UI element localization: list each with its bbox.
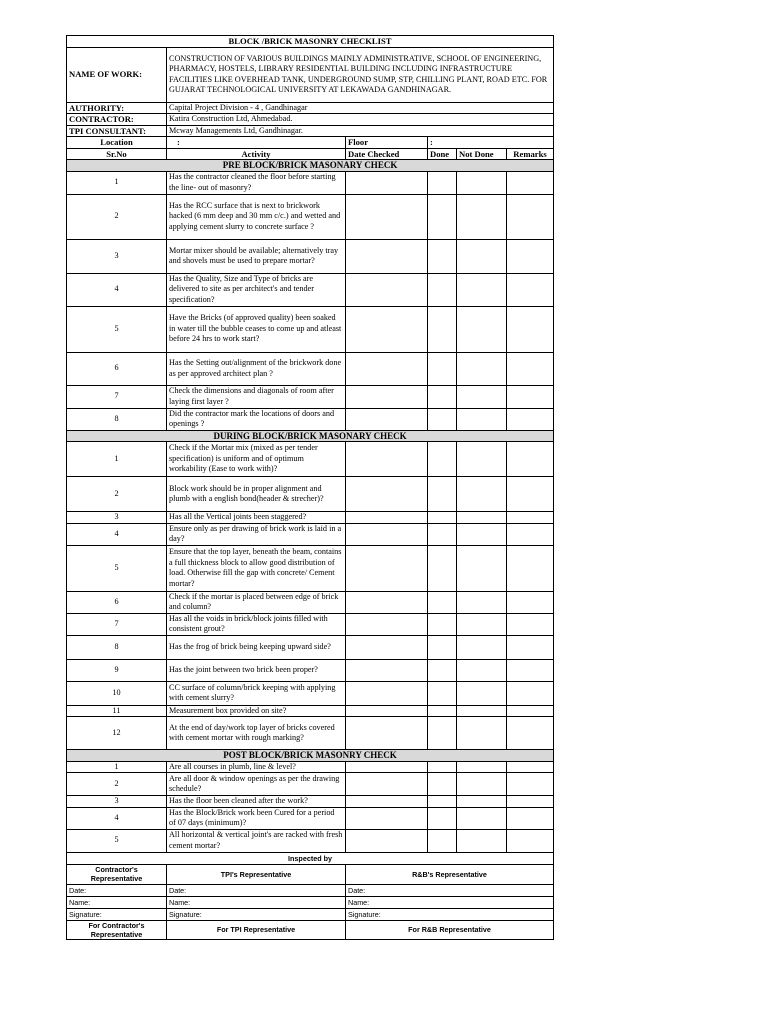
not-done-cell[interactable] <box>457 442 507 477</box>
remarks-cell[interactable] <box>507 807 554 829</box>
remarks-cell[interactable] <box>507 477 554 512</box>
rb-name-field[interactable]: Name: <box>346 896 554 908</box>
item-number: 3 <box>67 796 167 808</box>
for-contractor-label: For Contractor's Representative <box>67 920 167 939</box>
date-checked-cell[interactable] <box>346 239 428 273</box>
not-done-cell[interactable] <box>457 796 507 808</box>
not-done-cell[interactable] <box>457 591 507 613</box>
not-done-cell[interactable] <box>457 807 507 829</box>
item-number: 3 <box>67 239 167 273</box>
done-cell[interactable] <box>428 761 457 773</box>
done-cell[interactable] <box>428 796 457 808</box>
done-cell[interactable] <box>428 591 457 613</box>
checklist-row <box>67 273 554 306</box>
done-cell[interactable] <box>428 807 457 829</box>
authority-label: AUTHORITY: <box>67 102 167 114</box>
col-not-done: Not Done <box>457 148 507 160</box>
item-number: 10 <box>67 681 167 705</box>
date-checked-cell[interactable] <box>346 352 428 385</box>
done-cell[interactable] <box>428 829 457 852</box>
item-number: 5 <box>67 829 167 852</box>
item-number: 8 <box>67 635 167 659</box>
name-of-work-value: CONSTRUCTION OF VARIOUS BUILDINGS MAINLY ADMINISTRATIVE, SCHOOL OF ENGINEERING, PHARMACY, HOSTELS, LIBRARY RESIDENTIAL BUILDING INCLUDING INFRASTRUCTURE FACILITIES LIKE OVERHEAD TANK, UNDERGROUND SUMP, STP, CHILLING PLANT, ROAD ETC. FOR GUJARAT TECHNOLOGICAL UNIVERSITY AT LEKAWADA GANDHINAGAR. <box>167 47 554 102</box>
checklist-row <box>67 773 554 796</box>
checklist-row <box>67 796 554 808</box>
item-activity: Are all courses in plumb, line & level? <box>167 761 346 773</box>
item-number: 9 <box>67 659 167 681</box>
done-cell[interactable] <box>428 442 457 477</box>
item-activity: Are all door & window openings as per the drawing schedule? <box>167 773 346 796</box>
item-activity: Has all the voids in brick/block joints filled with consistent grout? <box>167 613 346 635</box>
floor-label: Floor <box>346 137 428 149</box>
not-done-cell[interactable] <box>457 613 507 635</box>
date-checked-cell[interactable] <box>346 773 428 796</box>
done-cell[interactable] <box>428 408 457 430</box>
checklist-row <box>67 194 554 239</box>
tpi-label: TPI CONSULTANT: <box>67 125 167 137</box>
date-checked-cell[interactable] <box>346 545 428 591</box>
not-done-cell[interactable] <box>457 239 507 273</box>
checklist-row <box>67 807 554 829</box>
item-number: 5 <box>67 545 167 591</box>
item-number: 2 <box>67 773 167 796</box>
checklist-row <box>67 681 554 705</box>
location-value[interactable]: : <box>167 137 346 149</box>
item-number: 8 <box>67 408 167 430</box>
item-activity: Check if the mortar is placed between edge of brick and column? <box>167 591 346 613</box>
checklist-row <box>67 171 554 194</box>
checklist-row <box>67 306 554 352</box>
not-done-cell[interactable] <box>457 773 507 796</box>
remarks-cell[interactable] <box>507 512 554 524</box>
remarks-cell[interactable] <box>507 681 554 705</box>
item-activity: Has the joint between two brick been proper? <box>167 659 346 681</box>
for-rb-label: For R&B Representative <box>346 920 554 939</box>
done-cell[interactable] <box>428 545 457 591</box>
not-done-cell[interactable] <box>457 523 507 545</box>
done-cell[interactable] <box>428 635 457 659</box>
done-cell[interactable] <box>428 773 457 796</box>
checklist-row <box>67 477 554 512</box>
remarks-cell[interactable] <box>507 773 554 796</box>
section-title-during: DURING BLOCK/BRICK MASONARY CHECK <box>67 430 554 442</box>
tpi-name-field[interactable]: Name: <box>167 896 346 908</box>
contractor-label: CONTRACTOR: <box>67 114 167 126</box>
col-srno: Sr.No <box>67 148 167 160</box>
date-checked-cell[interactable] <box>346 613 428 635</box>
remarks-cell[interactable] <box>507 705 554 717</box>
date-checked-cell[interactable] <box>346 523 428 545</box>
date-checked-cell[interactable] <box>346 659 428 681</box>
not-done-cell[interactable] <box>457 545 507 591</box>
contractor-date-field[interactable]: Date: <box>67 884 167 896</box>
floor-value[interactable]: : <box>428 137 554 149</box>
remarks-cell[interactable] <box>507 761 554 773</box>
not-done-cell[interactable] <box>457 408 507 430</box>
item-activity: Did the contractor mark the locations of doors and openings ? <box>167 408 346 430</box>
not-done-cell[interactable] <box>457 512 507 524</box>
not-done-cell[interactable] <box>457 352 507 385</box>
item-activity: Has the Setting out/alignment of the brickwork done as per approved architect plan ? <box>167 352 346 385</box>
item-activity: Has the floor been cleaned after the work? <box>167 796 346 808</box>
tpi-rep-label: TPI's Representative <box>167 864 346 884</box>
item-number: 6 <box>67 352 167 385</box>
done-cell[interactable] <box>428 717 457 750</box>
done-cell[interactable] <box>428 705 457 717</box>
checklist-row <box>67 761 554 773</box>
item-activity: Has all the Vertical joints been staggered? <box>167 512 346 524</box>
item-activity: Has the contractor cleaned the floor before starting the line- out of masonry? <box>167 171 346 194</box>
date-checked-cell[interactable] <box>346 477 428 512</box>
date-checked-cell[interactable] <box>346 807 428 829</box>
done-cell[interactable] <box>428 523 457 545</box>
date-checked-cell[interactable] <box>346 635 428 659</box>
item-activity: Have the Bricks (of approved quality) been soaked in water till the bubble ceases to come up and atleast before 24 hrs to work start? <box>167 306 346 352</box>
remarks-cell[interactable] <box>507 591 554 613</box>
item-activity: CC surface of column/brick keeping with applying with cement slurry? <box>167 681 346 705</box>
name-of-work-label: NAME OF WORK: <box>67 47 167 102</box>
remarks-cell[interactable] <box>507 385 554 408</box>
item-activity: Measurement box provided on site? <box>167 705 346 717</box>
checklist-row <box>67 613 554 635</box>
date-checked-cell[interactable] <box>346 385 428 408</box>
done-cell[interactable] <box>428 306 457 352</box>
tpi-signature-field[interactable]: Signature: <box>167 908 346 920</box>
inspected-by-label: Inspected by <box>67 852 554 864</box>
contractor-signature-field[interactable]: Signature: <box>67 908 167 920</box>
not-done-cell[interactable] <box>457 385 507 408</box>
item-number: 11 <box>67 705 167 717</box>
checklist-row <box>67 512 554 524</box>
date-checked-cell[interactable] <box>346 442 428 477</box>
item-activity: All horizontal & vertical joint's are racked with fresh cement mortar? <box>167 829 346 852</box>
remarks-cell[interactable] <box>507 635 554 659</box>
item-number: 3 <box>67 512 167 524</box>
remarks-cell[interactable] <box>507 273 554 306</box>
checklist-row <box>67 352 554 385</box>
item-activity: At the end of day/work top layer of bricks covered with cement mortar with rough marking? <box>167 717 346 750</box>
done-cell[interactable] <box>428 681 457 705</box>
item-activity: Block work should be in proper alignment and plumb with a english bond(header & strecher)? <box>167 477 346 512</box>
rb-date-field[interactable]: Date: <box>346 884 554 896</box>
contractor-value: Katira Construction Ltd, Ahmedabad. <box>167 114 554 126</box>
authority-value: Capital Project Division - 4 , Gandhinagar <box>167 102 554 114</box>
date-checked-cell[interactable] <box>346 705 428 717</box>
checklist-row <box>67 717 554 750</box>
item-number: 4 <box>67 807 167 829</box>
checklist-title: BLOCK /BRICK MASONRY CHECKLIST <box>67 36 554 48</box>
item-activity: Has the Block/Brick work been Cured for a period of 07 days (minimum)? <box>167 807 346 829</box>
contractor-name-field[interactable]: Name: <box>67 896 167 908</box>
item-number: 2 <box>67 194 167 239</box>
col-remarks: Remarks <box>507 148 554 160</box>
item-number: 1 <box>67 442 167 477</box>
item-activity: Has the Quality, Size and Type of bricks are delivered to site as per architect's and tender specification? <box>167 273 346 306</box>
remarks-cell[interactable] <box>507 442 554 477</box>
tpi-date-field[interactable]: Date: <box>167 884 346 896</box>
remarks-cell[interactable] <box>507 523 554 545</box>
not-done-cell[interactable] <box>457 306 507 352</box>
rb-signature-field[interactable]: Signature: <box>346 908 554 920</box>
not-done-cell[interactable] <box>457 171 507 194</box>
remarks-cell[interactable] <box>507 717 554 750</box>
checklist-row <box>67 705 554 717</box>
done-cell[interactable] <box>428 613 457 635</box>
remarks-cell[interactable] <box>507 545 554 591</box>
remarks-cell[interactable] <box>507 306 554 352</box>
col-done: Done <box>428 148 457 160</box>
not-done-cell[interactable] <box>457 761 507 773</box>
date-checked-cell[interactable] <box>346 796 428 808</box>
remarks-cell[interactable] <box>507 239 554 273</box>
date-checked-cell[interactable] <box>346 761 428 773</box>
item-number: 7 <box>67 613 167 635</box>
remarks-cell[interactable] <box>507 352 554 385</box>
item-activity: Has the RCC surface that is next to brickwork hacked (6 mm deep and 30 mm c/c.) and wetted and applying cement slurry to concrete surface ? <box>167 194 346 239</box>
item-number: 4 <box>67 523 167 545</box>
date-checked-cell[interactable] <box>346 194 428 239</box>
checklist-table <box>66 35 554 940</box>
date-checked-cell[interactable] <box>346 717 428 750</box>
date-checked-cell[interactable] <box>346 829 428 852</box>
remarks-cell[interactable] <box>507 408 554 430</box>
not-done-cell[interactable] <box>457 659 507 681</box>
not-done-cell[interactable] <box>457 705 507 717</box>
remarks-cell[interactable] <box>507 796 554 808</box>
tpi-value: Mcway Managements Ltd, Gandhinagar. <box>167 125 554 137</box>
done-cell[interactable] <box>428 477 457 512</box>
item-number: 6 <box>67 591 167 613</box>
item-number: 5 <box>67 306 167 352</box>
checklist-row <box>67 442 554 477</box>
remarks-cell[interactable] <box>507 194 554 239</box>
checklist-row <box>67 408 554 430</box>
section-title-pre: PRE BLOCK/BRICK MASONARY CHECK <box>67 160 554 172</box>
checklist-row <box>67 239 554 273</box>
checklist-row <box>67 659 554 681</box>
not-done-cell[interactable] <box>457 477 507 512</box>
not-done-cell[interactable] <box>457 194 507 239</box>
date-checked-cell[interactable] <box>346 306 428 352</box>
checklist-row <box>67 591 554 613</box>
remarks-cell[interactable] <box>507 613 554 635</box>
item-number: 7 <box>67 385 167 408</box>
done-cell[interactable] <box>428 273 457 306</box>
col-activity: Activity <box>167 148 346 160</box>
checklist-row <box>67 523 554 545</box>
not-done-cell[interactable] <box>457 829 507 852</box>
remarks-cell[interactable] <box>507 171 554 194</box>
item-activity: Mortar mixer should be available; alternatively tray and shovels must be used to prepare mortar? <box>167 239 346 273</box>
not-done-cell[interactable] <box>457 273 507 306</box>
done-cell[interactable] <box>428 239 457 273</box>
item-number: 1 <box>67 761 167 773</box>
item-number: 4 <box>67 273 167 306</box>
col-date-checked: Date Checked <box>346 148 428 160</box>
done-cell[interactable] <box>428 659 457 681</box>
item-number: 12 <box>67 717 167 750</box>
location-label: Location <box>67 137 167 149</box>
remarks-cell[interactable] <box>507 829 554 852</box>
not-done-cell[interactable] <box>457 635 507 659</box>
remarks-cell[interactable] <box>507 659 554 681</box>
item-number: 2 <box>67 477 167 512</box>
section-title-post: POST BLOCK/BRICK MASONRY CHECK <box>67 750 554 762</box>
done-cell[interactable] <box>428 385 457 408</box>
done-cell[interactable] <box>428 171 457 194</box>
item-activity: Ensure that the top layer, beneath the beam, contains a full thickness block to allow good distribution of load. Otherwise fill the gap with concrete/ Cement mortar? <box>167 545 346 591</box>
rb-rep-label: R&B's Representative <box>346 864 554 884</box>
contractor-rep-label: Contractor's Representative <box>67 864 167 884</box>
item-activity: Check the dimensions and diagonals of room after laying first layer ? <box>167 385 346 408</box>
done-cell[interactable] <box>428 512 457 524</box>
checklist-row <box>67 545 554 591</box>
date-checked-cell[interactable] <box>346 408 428 430</box>
item-activity: Check if the Mortar mix (mixed as per tender specification) is uniform and of optimum workability (Ease to work with)? <box>167 442 346 477</box>
done-cell[interactable] <box>428 194 457 239</box>
item-activity: Has the frog of brick being keeping upward side? <box>167 635 346 659</box>
not-done-cell[interactable] <box>457 681 507 705</box>
for-tpi-label: For TPI Representative <box>167 920 346 939</box>
item-number: 1 <box>67 171 167 194</box>
checklist-row <box>67 635 554 659</box>
checklist-row <box>67 385 554 408</box>
date-checked-cell[interactable] <box>346 512 428 524</box>
item-activity: Ensure only as per drawing of brick work is laid in a day? <box>167 523 346 545</box>
date-checked-cell[interactable] <box>346 273 428 306</box>
date-checked-cell[interactable] <box>346 171 428 194</box>
date-checked-cell[interactable] <box>346 681 428 705</box>
checklist-row <box>67 829 554 852</box>
not-done-cell[interactable] <box>457 717 507 750</box>
date-checked-cell[interactable] <box>346 591 428 613</box>
done-cell[interactable] <box>428 352 457 385</box>
